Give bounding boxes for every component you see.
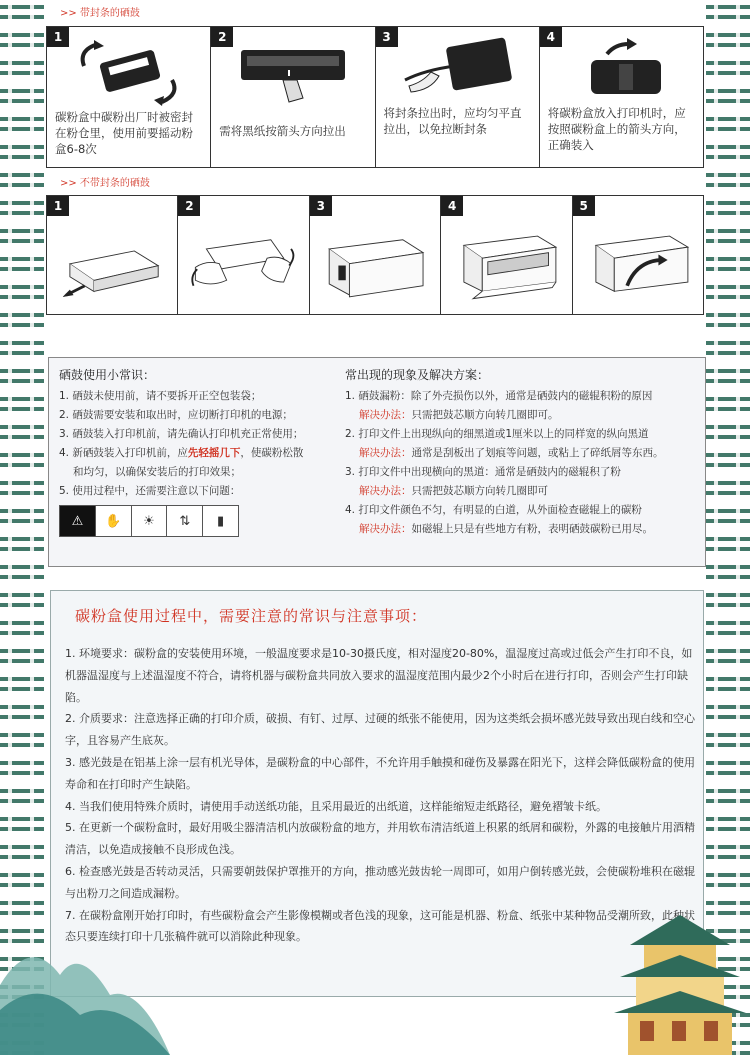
printer-closed-illustration [320, 218, 430, 302]
step-caption: 将碳粉盒放入打印机时，应按照碳粉盒上的箭头方向，正确装入 [547, 106, 686, 152]
warning-icons-row [59, 505, 239, 537]
tip-item [59, 444, 339, 463]
issue-solution [345, 406, 701, 425]
step-number: 4 [441, 196, 463, 216]
unsealed-step-4 [441, 196, 572, 314]
issue-problem: 1. 硒鼓漏粉：除了外壳损伤以外，通常是硒鼓内的磁辊积粉的原因 [345, 390, 653, 402]
issue-solution [345, 444, 701, 463]
solution-label: 解决办法： [359, 447, 412, 459]
care-paragraph: 3. 感光鼓是在铝基上涂一层有机光导体，是碳粉盒的中心部件，不允许用手触摸和碰伤及暴露在阳光下，这样会降低碳粉盒的使用寿命和在打印时产生缺陷。 [65, 755, 695, 791]
step-number: 2 [211, 27, 233, 47]
no-touch-icon: ✋ [96, 506, 132, 536]
sealed-step-2 [211, 27, 375, 167]
solution-text: 如磁辊上只是有些地方有粉，表明硒鼓碳粉已用尽。 [411, 523, 653, 535]
solution-label: 解决办法： [359, 485, 412, 497]
step-caption: 碳粉盒中碳粉出厂时被密封在粉仓里，使用前要摇动粉盒6-8次 [55, 110, 193, 156]
no-sunlight-icon: ☀ [132, 506, 168, 536]
pull-seal-strip-illustration [386, 35, 529, 103]
tip-item: 2. 硒鼓需要安装和取出时，应切断打印机的电源； [59, 409, 293, 421]
right-key-pattern-border [706, 0, 750, 1055]
issues-column [345, 366, 701, 539]
sealed-section-tag: >> 带封条的硒鼓 [60, 8, 140, 19]
issues-title: 常出现的现象及解决方案： [345, 368, 490, 382]
unsealed-step-3 [310, 196, 441, 314]
shake-cartridge-hands-illustration [188, 218, 298, 302]
tip-item: 和均匀，以确保安装后的打印效果； [73, 466, 241, 478]
solution-text: 只需把鼓芯顺方向转几圈即可。 [411, 409, 559, 421]
sealed-step-1 [47, 27, 211, 167]
care-paragraph: 2. 介质要求：注意选择正确的打印介质，破损、有钉、过厚、过硬的纸张不能使用，因为这类纸会损坏感光鼓导致出现白线和空心字，且容易产生底灰。 [65, 712, 695, 748]
insert-cartridge-printer-illustration [583, 218, 693, 302]
solution-text: 只需把鼓芯顺方向转几圈即可 [411, 485, 548, 497]
tip-highlight: 先轻摇几下 [187, 447, 241, 459]
care-paragraph: 5. 在更新一个碳粉盒时，最好用吸尘器清洁机内放碳粉盒的地方，并用软布清洁纸道上积累的纸屑和碳粉，外露的电接触片用酒精清洁，以免造成接触不良形成色浅。 [65, 821, 695, 857]
insert-cartridge-illustration [550, 35, 693, 103]
sealed-steps-strip [46, 26, 704, 168]
step-number: 2 [178, 196, 200, 216]
tip-text: 4. 新硒鼓装入打印机前，应 [59, 447, 188, 459]
pagoda-decoration [610, 905, 750, 1055]
unsealed-steps-strip [46, 195, 704, 315]
care-body [65, 643, 695, 948]
tip-item: 3. 硒鼓装入打印机前，请先确认打印机充正常使用； [59, 428, 304, 440]
issue-problem: 4. 打印文件颜色不匀，有明显的白道，从外面检查磁辊上的碳粉 [345, 504, 642, 516]
issue-solution [345, 520, 701, 539]
step-number: 1 [47, 27, 69, 47]
care-paragraph: 4. 当我们使用特殊介质时，请使用手动送纸功能，且采用最近的出纸道，这样能缩短走纸路径，避免褶皱卡纸。 [65, 799, 607, 813]
sealed-step-4 [540, 27, 703, 167]
solution-text: 通常是刮板出了划痕等问题，或粘上了碎纸屑等东西。 [411, 447, 664, 459]
step-number: 4 [540, 27, 562, 47]
cartridge-removal-illustration [57, 222, 167, 302]
left-key-pattern-border [0, 0, 44, 1055]
issue-solution [345, 482, 701, 501]
step-caption: 需将黑纸按箭头方向拉出 [219, 124, 346, 138]
sealed-step-3 [376, 27, 540, 167]
warning-triangle-icon: ⚠ [60, 506, 96, 536]
issue-problem: 2. 打印文件上出现纵向的细黑道或1厘米以上的同样宽的纵向黑道 [345, 428, 649, 440]
step-caption: 将封条拉出时，应均匀平直拉出，以免拉断封条 [383, 106, 522, 136]
tip-item: 1. 硒鼓未使用前，请不要拆开正空包装袋； [59, 390, 262, 402]
solution-label: 解决办法： [359, 409, 412, 421]
tips-title: 硒鼓使用小常识： [59, 368, 156, 382]
tips-column [59, 366, 339, 537]
step-number: 3 [376, 27, 398, 47]
care-title: 碳粉盒使用过程中，需要注意的常识与注意事项： [75, 607, 428, 625]
pull-black-paper-illustration [221, 35, 364, 107]
tip-text: ，使碳粉松散 [240, 447, 304, 459]
step-number: 1 [47, 196, 69, 216]
step-number: 3 [310, 196, 332, 216]
tips-box [48, 357, 706, 567]
unsealed-step-2 [178, 196, 309, 314]
mountain-decoration [0, 915, 170, 1055]
unsealed-step-1 [47, 196, 178, 314]
care-paragraph: 7. 在碳粉盒刚开始打印时，有些碳粉盒会产生影像模糊或者色浅的现象，这可能是机器、粉盒、纸张中某种物品受潮所致，此种状态只要连续打印十几张稿件就可以消除此种现象。 [65, 908, 695, 944]
care-paragraph: 1. 环境要求：碳粉盒的安装使用环境，一般温度要求是10-30摄氏度，相对湿度20-80%，温湿度过高或过低会产生打印不良，如机器温湿度与上述温湿度不符合，请将机器与碳粉盒共同放入要求的温湿度范围内最少2个小时后在进行打印，否则会产生打印缺陷。 [65, 647, 693, 704]
step-number: 5 [573, 196, 595, 216]
no-shake-vertical-icon: ⇅ [167, 506, 203, 536]
unsealed-section-tag: >> 不带封条的硒鼓 [60, 178, 150, 189]
printer-open-illustration [451, 218, 561, 302]
care-paragraph: 6. 检查感光鼓是否转动灵活，只需要朝鼓保护罩推开的方向，推动感光鼓齿轮一周即可，如用户倒转感光鼓，会使碳粉堆积在磁辊与出粉刀之间造成漏粉。 [65, 864, 695, 900]
tip-item: 5. 使用过程中，还需要注意以下问题： [59, 485, 241, 497]
unsealed-step-5 [573, 196, 703, 314]
issue-problem: 3. 打印文件中出现横向的黑道：通常是硒鼓内的磁辊积了粉 [345, 466, 621, 478]
solution-label: 解决办法： [359, 523, 412, 535]
cartridge-caution-icon: ▮ [203, 506, 238, 536]
shake-cartridge-illustration [57, 35, 200, 107]
